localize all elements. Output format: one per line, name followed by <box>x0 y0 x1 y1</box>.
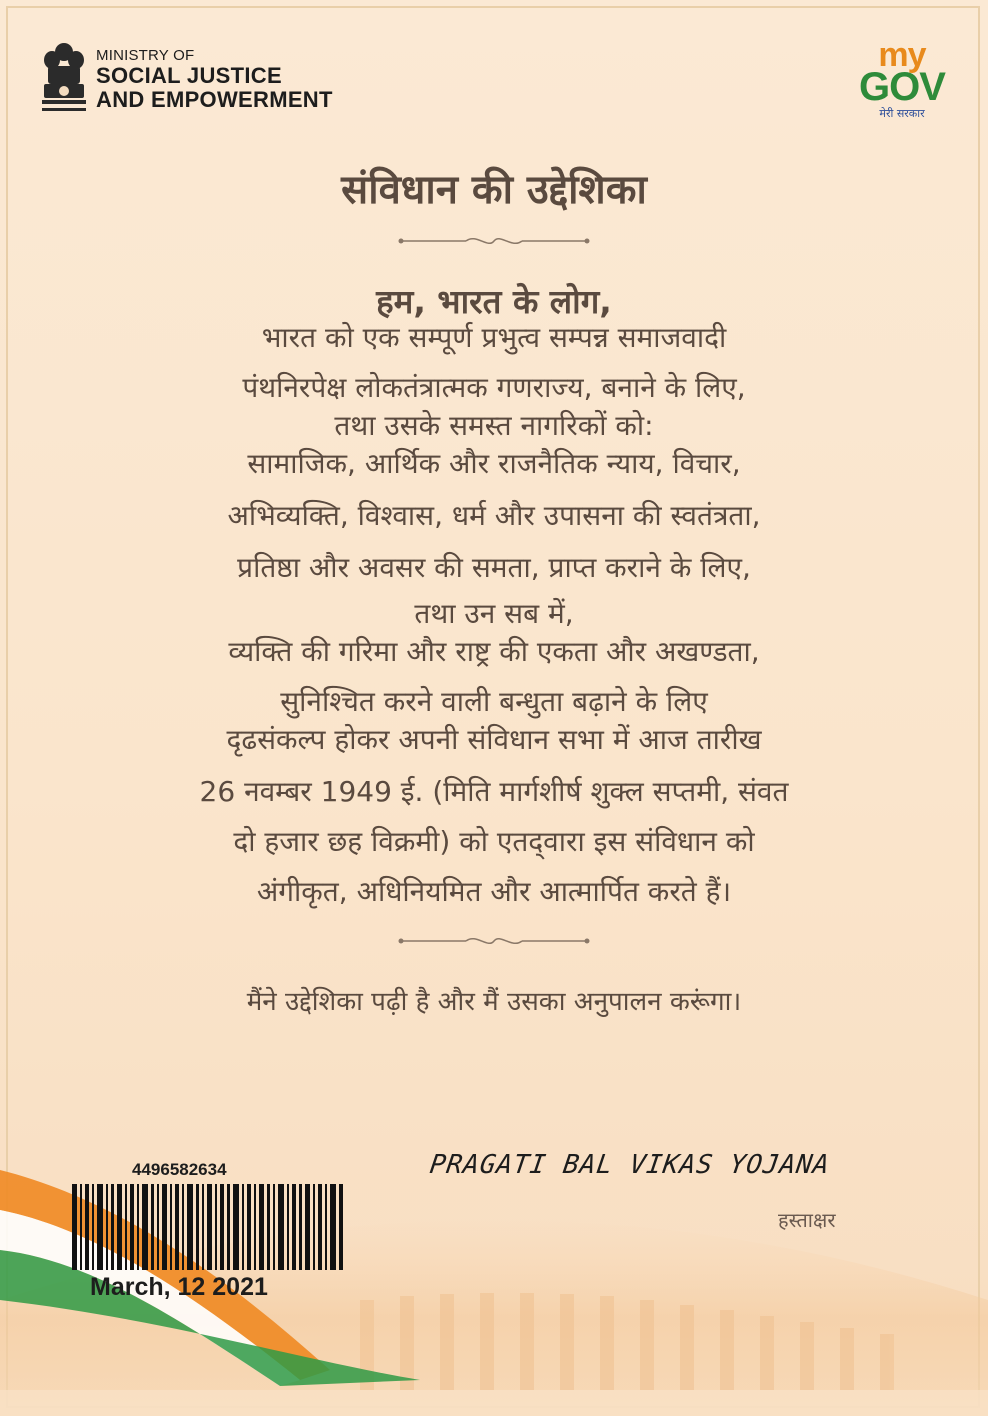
ministry-line-3: AND EMPOWERMENT <box>96 87 333 112</box>
signature-label: हस्ताक्षर <box>778 1208 836 1232</box>
preamble-line: सुनिश्चित करने वाली बन्धुता बढ़ाने के लिए <box>280 685 708 718</box>
preamble-line: अभिव्यक्ति, विश्वास, धर्म और उपासना की स्वतंत्रता, <box>227 499 761 532</box>
national-emblem-icon <box>38 40 90 120</box>
preamble-line: 26 नवम्बर 1949 ई. (मिति मार्गशीर्ष शुक्ल सप्तमी, संवत <box>199 775 789 808</box>
preamble-opening: हम, भारत के लोग, <box>376 282 612 321</box>
preamble-line: सामाजिक, आर्थिक और राजनैतिक न्याय, विचार, <box>247 447 741 480</box>
mygov-tagline: मेरी सरकार <box>879 107 925 120</box>
ministry-line-2: SOCIAL JUSTICE <box>96 63 282 88</box>
preamble-line: पंथनिरपेक्ष लोकतंत्रात्मक गणराज्य, बनाने के लिए, <box>242 371 746 404</box>
ornament-divider-bottom <box>396 934 592 948</box>
preamble-line: तथा उसके समस्त नागरिकों को: <box>334 409 654 442</box>
preamble-line: दृढसंकल्प होकर अपनी संविधान सभा में आज तारीख <box>226 723 762 756</box>
preamble-line: भारत को एक सम्पूर्ण प्रभुत्व सम्पन्न समाजवादी <box>261 321 727 354</box>
signature-name: PRAGATI BAL VIKAS YOJANA <box>427 1150 832 1180</box>
ornament-divider-top <box>396 234 592 248</box>
ministry-name <box>96 48 333 112</box>
preamble-line: दो हजार छह विक्रमी) को एतद्‌वारा इस संविधान को <box>233 825 755 858</box>
preamble-line: तथा उन सब में, <box>414 597 574 630</box>
preamble-line: प्रतिष्ठा और अवसर की समता, प्राप्त कराने के लिए, <box>237 551 751 584</box>
barcode-icon <box>70 1184 346 1270</box>
mygov-gov: GOV <box>859 65 945 109</box>
mygov-logo <box>852 36 952 122</box>
preamble-line: अंगीकृत, अधिनियमित और आत्मार्पित करते हैं। <box>256 875 732 908</box>
barcode-number: 4496582634 <box>132 1160 227 1179</box>
pledge-text: मैंने उद्देशिका पढ़ी है और मैं उसका अनुपालन करूंगा। <box>246 987 742 1017</box>
preamble-line: व्यक्ति की गरिमा और राष्ट्र की एकता और अखण्डता, <box>228 635 760 668</box>
ministry-line-1: MINISTRY OF <box>96 47 195 64</box>
certificate-date: March, 12 2021 <box>90 1273 268 1301</box>
mygov-my: my <box>878 36 926 74</box>
page-title: संविधान की उद्देशिका <box>341 167 647 213</box>
